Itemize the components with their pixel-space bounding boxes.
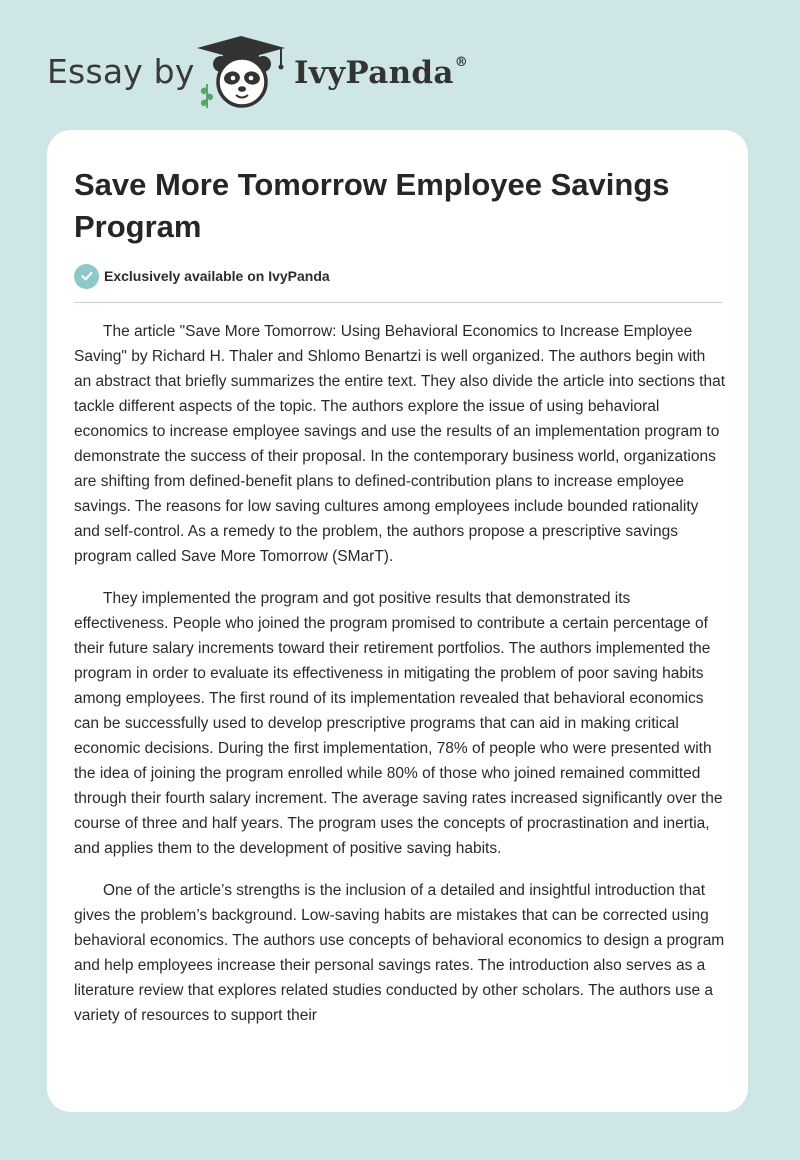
paragraph: One of the article’s strengths is the inclusion of a detailed and insightful introduction that gives the problem’s background. Low-saving habits are mistakes that can be corrected using behavioral economics. The authors use concepts of behavioral economics to design a program and help employees increase their personal savings rates. The introduction also serves as a literature review that explores related studies conducted by other scholars. The authors use a variety of resources to support their	[74, 882, 725, 1024]
brand-name	[294, 55, 468, 91]
site-header	[0, 0, 800, 130]
paragraph: They implemented the program and got positive results that demonstrated its effectiveness. People who joined the program promised to contribute a certain percentage of their future salary increments toward their retirement portfolios. The authors implemented the program in order to evaluate its effectiveness in mitigating the problem of poor saving habits among employees. The first round of its implementation revealed that behavioral economics can be successfully used to develop prescriptive programs that can aid in making critical economic decisions. During the first implementation, 78% of people who were presented with the idea of joining the program enrolled while 80% of those who joined remained committed through their fourth salary increment. The average saving rates increased significantly over the course of three and half years. The program uses the concepts of procrastination and inertia, and applies them to the development of positive saving habits.	[74, 590, 723, 857]
essay-by-label: Essay by	[47, 52, 195, 91]
divider	[74, 302, 722, 303]
brand-text: IvyPanda	[294, 55, 454, 91]
page-title: Save More Tomorrow Employee Savings Program	[74, 167, 670, 244]
check-circle-icon	[74, 264, 99, 289]
card-bottom-mask	[47, 1060, 748, 1112]
exclusive-label: Exclusively available on IvyPanda	[104, 268, 330, 284]
panda-graduate-icon	[197, 34, 293, 110]
article-body	[74, 319, 726, 1045]
exclusive-badge	[74, 263, 330, 289]
paragraph: The article "Save More Tomorrow: Using Behavioral Economics to Increase Employee Saving" by Richard H. Thaler and Shlomo Benartzi is well organized. The authors begin with an abstract that briefly summarizes the entire text. They also divide the article into sections that tackle different aspects of the topic. The authors explore the issue of using behavioral economics to increase employee savings and use the results of an implementation program to demonstrate the success of their proposal. In the contemporary business world, organizations are shifting from defined-benefit plans to defined-contribution plans to increase employee savings. The reasons for low saving cultures among employees include bounded rationality and self-control. As a remedy to the problem, the authors propose a prescriptive savings program called Save More Tomorrow (SMarT).	[74, 323, 726, 565]
article-card	[47, 130, 748, 1112]
registered-mark: ®	[454, 54, 469, 70]
